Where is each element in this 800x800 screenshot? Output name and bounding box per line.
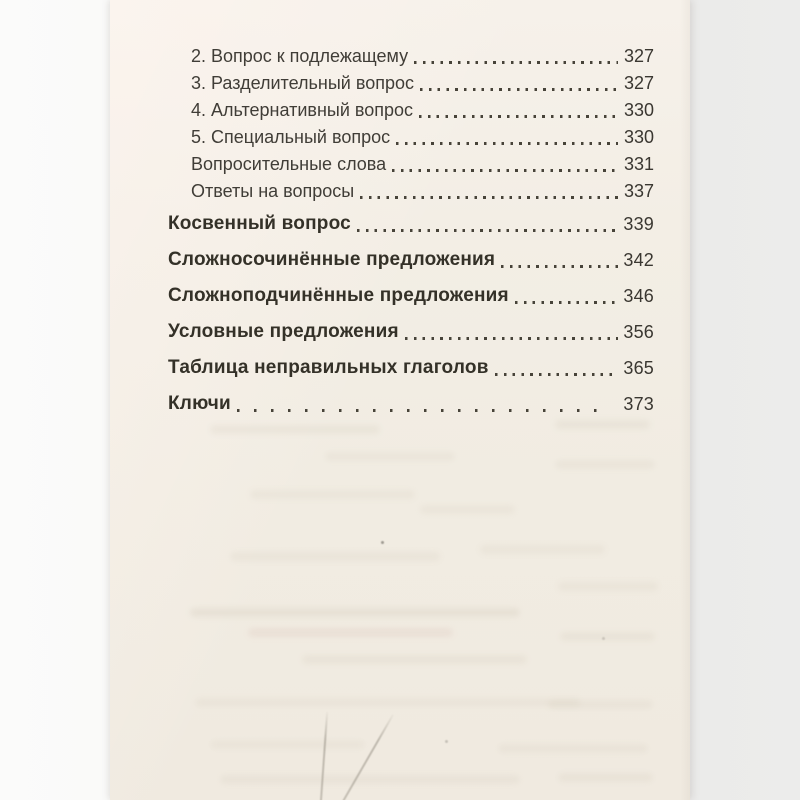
bleed-through-smudge bbox=[220, 775, 520, 784]
toc-entry-label: Условные предложения bbox=[168, 321, 399, 342]
dot-leader bbox=[237, 409, 611, 412]
bleed-through-smudge bbox=[250, 490, 415, 499]
dot-leader bbox=[357, 229, 618, 232]
toc-entry-label: Ответы на вопросы bbox=[191, 181, 355, 201]
bleed-through-smudge bbox=[420, 505, 515, 514]
dot-leader bbox=[501, 265, 618, 268]
toc-entry-page: 365 bbox=[623, 358, 654, 378]
crease-mark bbox=[342, 714, 393, 800]
toc-entry-page: 330 bbox=[623, 127, 654, 147]
toc-row bbox=[191, 151, 654, 178]
toc-row bbox=[168, 318, 654, 346]
toc-row bbox=[191, 124, 654, 151]
toc-entry-label: 5. Специальный вопрос bbox=[191, 127, 391, 147]
dot-leader bbox=[420, 88, 618, 91]
dot-leader bbox=[515, 301, 618, 304]
toc-entry-label: Вопросительные слова bbox=[191, 154, 387, 174]
toc-entry-page: 342 bbox=[623, 250, 654, 270]
toc-row bbox=[168, 390, 654, 418]
book-page bbox=[110, 0, 690, 800]
toc-row bbox=[191, 43, 654, 70]
toc-row bbox=[168, 282, 654, 310]
crease-mark bbox=[320, 712, 328, 800]
bleed-through-smudge bbox=[325, 452, 455, 461]
toc-entry-page: 331 bbox=[623, 154, 654, 174]
dot-leader bbox=[495, 373, 618, 376]
toc-entry-page: 337 bbox=[623, 181, 654, 201]
dot-leader bbox=[360, 196, 618, 199]
toc-entry-label: Таблица неправильных глаголов bbox=[168, 357, 489, 378]
bleed-through-smudge bbox=[498, 744, 648, 753]
bleed-through-smudge bbox=[560, 632, 655, 641]
toc-row bbox=[191, 97, 654, 124]
bleed-through-smudge bbox=[555, 420, 650, 429]
dot-leader bbox=[419, 115, 618, 118]
dot-leader bbox=[396, 142, 618, 145]
bleed-through-smudge bbox=[210, 740, 365, 749]
toc-entry-page: 346 bbox=[623, 286, 654, 306]
table-of-contents bbox=[110, 0, 690, 418]
toc-entry-label: 2. Вопрос к подлежащему bbox=[191, 46, 409, 66]
paper-speck bbox=[445, 740, 448, 743]
bleed-through-smudge bbox=[210, 425, 380, 434]
toc-entry-label: Сложноподчинённые предложения bbox=[168, 285, 509, 306]
toc-row bbox=[191, 70, 654, 97]
toc-row bbox=[168, 354, 654, 382]
paper-speck bbox=[602, 637, 605, 640]
bleed-through-smudge bbox=[248, 628, 453, 637]
toc-row bbox=[191, 178, 654, 205]
toc-row bbox=[168, 210, 654, 238]
toc-entry-page: 327 bbox=[623, 73, 654, 93]
bleed-through-smudge bbox=[558, 773, 653, 782]
toc-entry-label: Косвенный вопрос bbox=[168, 213, 351, 234]
bleed-through-smudge bbox=[558, 582, 658, 591]
toc-entry-page: 339 bbox=[623, 214, 654, 234]
bleed-through-smudge bbox=[555, 460, 655, 469]
toc-entry-page: 356 bbox=[623, 322, 654, 342]
bleed-through-smudge bbox=[548, 700, 653, 709]
dot-leader bbox=[405, 337, 618, 340]
toc-row bbox=[168, 246, 654, 274]
paper-speck bbox=[381, 541, 384, 544]
toc-entry-label: Ключи bbox=[168, 393, 231, 414]
bleed-through-smudge bbox=[480, 545, 605, 554]
toc-entry-page: 373 bbox=[623, 394, 654, 414]
bleed-through-smudge bbox=[190, 608, 520, 617]
toc-entry-label: 3. Разделительный вопрос bbox=[191, 73, 414, 93]
bleed-through-smudge bbox=[230, 552, 440, 561]
dot-leader bbox=[392, 169, 618, 172]
toc-entry-page: 330 bbox=[623, 100, 654, 120]
dot-leader bbox=[414, 61, 618, 64]
toc-entry-label: Сложносочинённые предложения bbox=[168, 249, 496, 270]
toc-entry-page: 327 bbox=[623, 46, 654, 66]
bleed-through-smudge bbox=[195, 698, 580, 707]
toc-entry-label: 4. Альтернативный вопрос bbox=[191, 100, 414, 120]
bleed-through-smudge bbox=[302, 655, 527, 664]
